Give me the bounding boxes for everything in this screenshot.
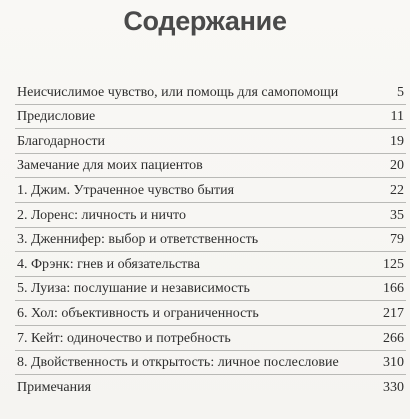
toc-entry-title: 3. Дженнифер: выбор и ответственность [17,232,259,248]
toc-entry-title: 4. Фрэнк: гнев и обязательства [17,256,200,272]
toc-entry-page: 166 [383,281,404,297]
toc-entry-title: Примечания [17,379,92,395]
toc-entry [15,351,406,376]
toc-entry [15,154,406,179]
toc-entry [15,203,406,228]
toc-entry-title: 2. Лоренс: личность и ничто [17,207,186,223]
toc-entry-page: 310 [383,355,404,371]
toc-entry-title: Неисчислимое чувство, или помощь для самопомощи [17,84,339,100]
toc-entry-page: 22 [390,182,404,198]
toc-entry [15,375,406,399]
toc-entry-title: Замечание для моих пациентов [17,158,203,174]
toc-entry-title: 1. Джим. Утраченное чувство бытия [17,182,235,198]
toc-entry-page: 35 [390,207,404,223]
toc-entry-page: 20 [390,158,404,174]
toc-entry-title: Предисловие [17,109,96,125]
toc-entry-title: 6. Хол: объективность и ограниченность [17,305,259,321]
toc-entry [15,80,406,105]
toc-entry [15,326,406,351]
toc-entry-page: 266 [383,330,404,346]
toc-entry-page: 19 [390,133,404,149]
toc-entry [15,178,406,203]
toc-entry-page: 79 [390,232,404,248]
toc-entry-page: 330 [383,379,404,395]
table-of-contents [15,80,406,399]
toc-entry [15,252,406,277]
toc-entry [15,228,406,253]
toc-entry [15,129,406,154]
toc-entry [15,277,406,302]
toc-entry-title: Благодарности [17,133,106,149]
toc-entry [15,105,406,130]
toc-entry-page: 11 [390,109,404,125]
page-title: Содержание [123,6,287,36]
toc-entry-title: 7. Кейт: одиночество и потребность [17,330,231,346]
toc-entry [15,301,406,326]
toc-entry-page: 5 [397,84,404,100]
toc-entry-title: 8. Двойственность и открытость: личное послесловие [17,355,339,371]
toc-entry-title: 5. Луиза: послушание и независимость [17,281,250,297]
toc-entry-page: 125 [383,256,404,272]
toc-entry-page: 217 [383,305,404,321]
